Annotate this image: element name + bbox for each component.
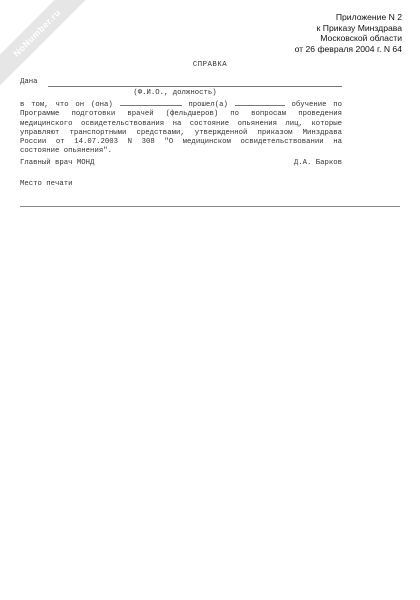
signatory-title: Главный врач МОНД	[20, 159, 95, 167]
blank-name-field	[120, 98, 182, 106]
stamp-place-label: Место печати	[20, 180, 73, 188]
bottom-divider	[20, 206, 400, 207]
dana-row	[20, 78, 342, 88]
para-part-2: прошел(а)	[188, 101, 228, 109]
header-line-1: Приложение N 2	[335, 12, 402, 22]
dana-label: Дана	[20, 78, 38, 86]
appendix-header	[295, 12, 402, 54]
fio-caption: (Ф.И.О., должность)	[133, 89, 217, 97]
certificate-body	[20, 98, 342, 157]
para-part-1: в том, что он (она)	[20, 101, 113, 109]
watermark-text: NoNumber.ru	[11, 7, 63, 59]
document-title: СПРАВКА	[192, 61, 228, 69]
blank-date-field	[235, 98, 285, 106]
signature-row	[20, 159, 342, 169]
signatory-name: Д.А. Барков	[293, 159, 342, 167]
para-part-3: обучение по Программе подготовки врачей (фельдшеров) по вопросам проведения медицинского освидетельствования на состояние опьянения лиц, которые управляют транспортными средствами, утвержденной приказом Минздрава России от 14.07.2003 N 308 "О медицинском освидетельствовании на состояние опьянения".	[20, 101, 343, 156]
dana-fill-line	[48, 86, 342, 87]
header-line-4: от 26 февраля 2004 г. N 64	[294, 43, 402, 54]
header-line-2: к Приказу Минздрава	[316, 22, 402, 33]
header-line-3: Московской области	[320, 33, 402, 44]
